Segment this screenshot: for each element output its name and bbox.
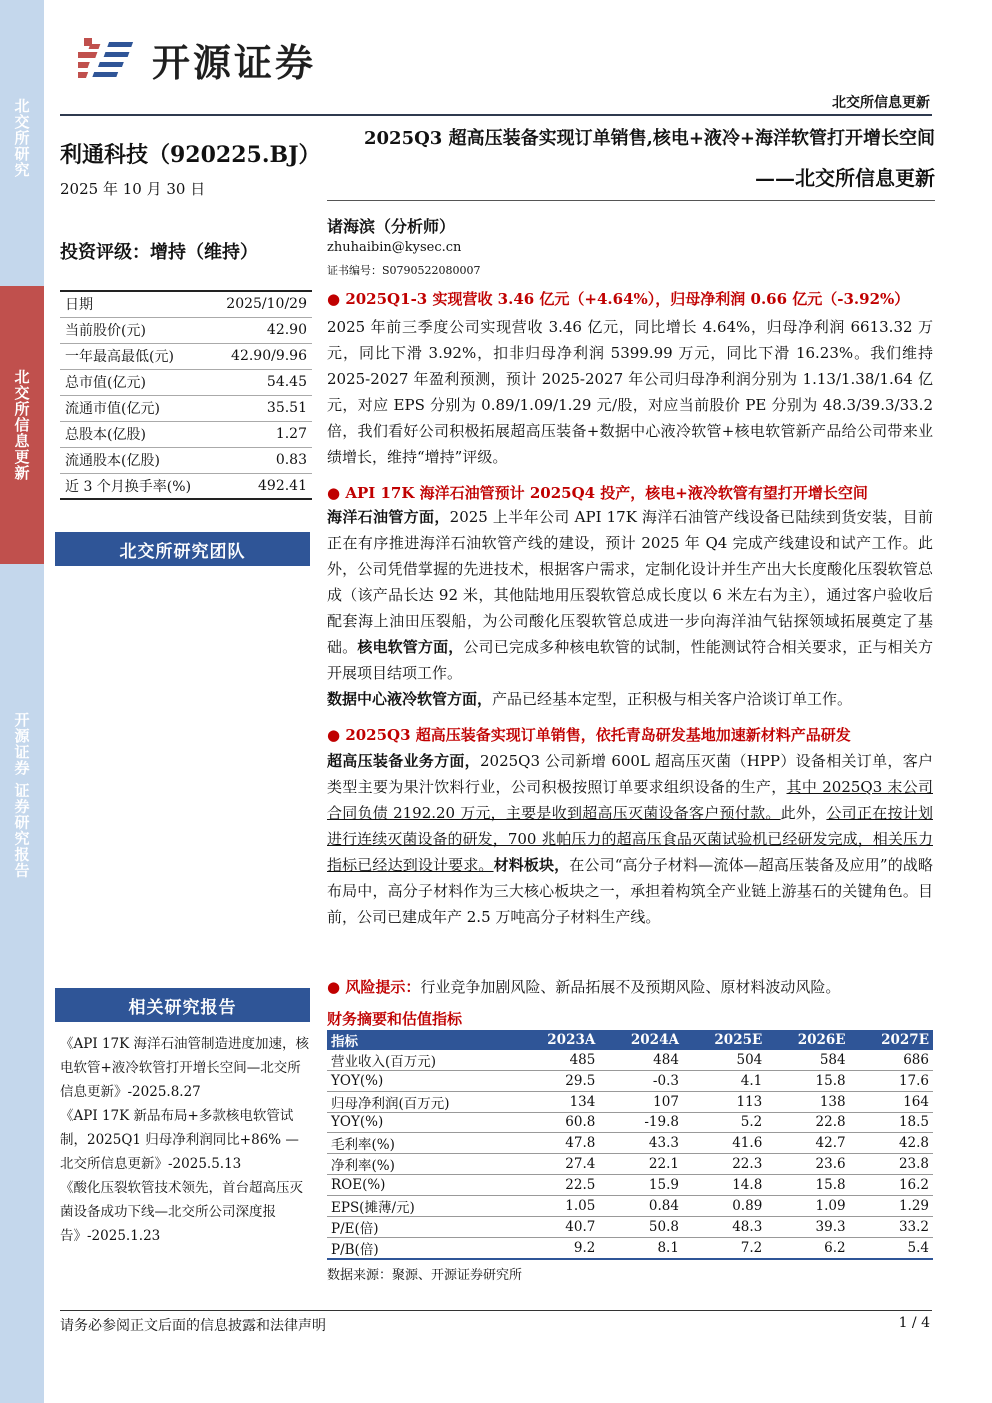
risk-label: ● 风险提示： — [327, 978, 421, 996]
table-row — [327, 1112, 933, 1133]
related-report-item[interactable]: 《酸化压裂软管技术领先，首台超高压灭菌设备成功下线—北交所公司深度报告》-2025.1.23 — [60, 1180, 303, 1244]
bullet-icon: ● — [327, 726, 346, 744]
brand-logo — [78, 34, 316, 84]
financial-header-cell: 2023A — [516, 1030, 600, 1050]
financial-cell: 23.8 — [850, 1154, 933, 1175]
stats-row — [60, 447, 312, 473]
financial-cell: 净利率(%) — [327, 1154, 516, 1175]
stats-row — [60, 317, 312, 343]
stats-label: 总市值(亿元) — [60, 369, 211, 395]
financial-cell: 归母净利润(百万元) — [327, 1091, 516, 1112]
logo-text: 开源证券 — [152, 40, 317, 85]
stats-value: 1.27 — [211, 421, 312, 447]
financial-cell: YOY(%) — [327, 1112, 516, 1133]
stats-label: 日期 — [60, 291, 211, 317]
financial-cell: 29.5 — [516, 1071, 600, 1092]
stats-label: 总股本(亿股) — [60, 421, 211, 447]
financial-cell: 22.1 — [599, 1154, 683, 1175]
financial-header-cell: 2025E — [683, 1030, 766, 1050]
financial-cell: 504 — [683, 1050, 766, 1071]
financial-cell: 4.1 — [683, 1071, 766, 1092]
report-title: 2025Q3 超高压装备实现订单销售,核电+液冷+海洋软管打开增长空间 — [364, 128, 935, 149]
stats-value: 54.45 — [211, 369, 312, 395]
stats-row — [60, 421, 312, 447]
related-reports-box: 相关研究报告 — [55, 988, 310, 1022]
financial-header-cell: 2027E — [850, 1030, 933, 1050]
financial-cell: 60.8 — [516, 1112, 600, 1133]
financial-cell: 18.5 — [850, 1112, 933, 1133]
stats-row — [60, 473, 312, 499]
section-heading-2: ● API 17K 海洋石油管预计 2025Q4 投产，核电+液冷软管有望打开增长空间 — [327, 484, 868, 502]
financial-cell: 15.9 — [599, 1175, 683, 1196]
logo-mark-icon — [78, 34, 142, 84]
financial-cell: 584 — [766, 1050, 849, 1071]
financial-cell: 47.8 — [516, 1133, 600, 1154]
table-row — [327, 1133, 933, 1154]
financial-table — [327, 1030, 933, 1260]
stats-label: 一年最高最低(元) — [60, 343, 211, 369]
financial-cell: YOY(%) — [327, 1071, 516, 1092]
table-row — [327, 1091, 933, 1112]
financial-cell: 6.2 — [766, 1237, 849, 1259]
financial-cell: 1.09 — [766, 1195, 849, 1216]
section-body-1: 2025 年前三季度公司实现营收 3.46 亿元，同比增长 4.64%，归母净利润 6613.32 万元，同比下滑 3.92%，扣非归母净利润 5399.99 万元，同比下滑 16.23%。我们维持 2025-2027 年盈利预测，预计 2025-2027 年公司归母净利润分别为 1.13/1.38/1.64 亿元，对应 EPS 分别为 0.89/1.09/1.29 元/股，对应当前股价 PE 分别为 48.3/39.3/33.2 倍，我们看好公司积极拓展超高压装备+数据中心液冷软管+核电软管新产品给公司带来业绩增长，维持“增持”评级。 — [327, 318, 933, 466]
section-body-3: 超高压装备业务方面，2025Q3 公司新增 600L 超高压灭菌（HPP）设备相关订单，客户类型主要为果汁饮料行业，公司积极按照订单要求组织设备的生产，其中 2025Q3 末公司合同负债 2192.20 万元，主要是收到超高压灭菌设备客户预付款。此外，公司正在按计划进行连续灭菌设备的研发，700 兆帕压力的超高压食品灭菌试验机已经研发完成，相关压力指标已经达到设计要求。材料板块，在公司“高分子材料—流体—超高压装备及应用”的战略布局中，高分子材料作为三大核心板块之一，承担着构筑全产业链上游基石的关键角色。目前，公司已建成年产 2.5 万吨高分子材料生产线。 — [327, 752, 933, 926]
financial-cell: 41.6 — [683, 1133, 766, 1154]
financial-cell: 33.2 — [850, 1216, 933, 1237]
side-band — [0, 0, 44, 1403]
financial-cell: 5.4 — [850, 1237, 933, 1259]
financial-cell: 40.7 — [516, 1216, 600, 1237]
related-report-item[interactable]: 《API 17K 海洋石油管制造进度加速，核电软管+液冷软管打开增长空间—北交所信息更新》-2025.8.27 — [60, 1036, 310, 1100]
financial-cell: 27.4 — [516, 1154, 600, 1175]
financial-cell: 22.5 — [516, 1175, 600, 1196]
financial-cell: 42.8 — [850, 1133, 933, 1154]
financial-cell: 48.3 — [683, 1216, 766, 1237]
section-heading-3: ● 2025Q3 超高压装备实现订单销售，依托青岛研发基地加速新材料产品研发 — [327, 726, 851, 744]
analyst-name: 诸海滨（分析师） — [327, 217, 456, 236]
header-divider — [60, 114, 932, 116]
financial-cell: -19.8 — [599, 1112, 683, 1133]
stats-label: 近 3 个月换手率(%) — [60, 473, 211, 499]
footer-disclaimer: 请务必参阅正文后面的信息披露和法律声明 — [60, 1318, 326, 1334]
financial-cell: 39.3 — [766, 1216, 849, 1237]
financial-cell: 7.2 — [683, 1237, 766, 1259]
report-subtitle: ——北交所信息更新 — [755, 166, 935, 190]
stock-stats-table — [60, 290, 312, 500]
page-number: 1 / 4 — [898, 1315, 930, 1331]
bullet-icon: ● — [327, 290, 346, 308]
stats-row — [60, 291, 312, 317]
financial-table-title: 财务摘要和估值指标 — [327, 1010, 463, 1028]
stats-label: 当前股价(元) — [60, 317, 211, 343]
data-source: 数据来源：聚源、开源证券研究所 — [327, 1268, 523, 1283]
financial-cell: P/E(倍) — [327, 1216, 516, 1237]
financial-header-cell: 2026E — [766, 1030, 849, 1050]
side-label-bottom: 开源证券 证券研究报告 — [12, 712, 31, 879]
team-box: 北交所研究团队 — [55, 532, 310, 566]
table-row — [327, 1050, 933, 1071]
financial-cell: 1.29 — [850, 1195, 933, 1216]
stats-value: 2025/10/29 — [211, 291, 312, 317]
financial-cell: 17.6 — [850, 1071, 933, 1092]
financial-cell: 16.2 — [850, 1175, 933, 1196]
financial-cell: 毛利率(%) — [327, 1133, 516, 1154]
financial-cell: 485 — [516, 1050, 600, 1071]
financial-cell: 43.3 — [599, 1133, 683, 1154]
financial-cell: 0.89 — [683, 1195, 766, 1216]
financial-cell: -0.3 — [599, 1071, 683, 1092]
financial-cell: 22.3 — [683, 1154, 766, 1175]
title-divider — [327, 200, 935, 201]
stats-label: 流通市值(亿元) — [60, 395, 211, 421]
stats-label: 流通股本(亿股) — [60, 447, 211, 473]
financial-cell: 15.8 — [766, 1175, 849, 1196]
financial-cell: 134 — [516, 1091, 600, 1112]
financial-cell: 113 — [683, 1091, 766, 1112]
financial-table-header — [327, 1030, 933, 1050]
financial-cell: 8.1 — [599, 1237, 683, 1259]
financial-cell: 23.6 — [766, 1154, 849, 1175]
financial-header-cell: 指标 — [327, 1030, 516, 1050]
report-date: 2025 年 10 月 30 日 — [60, 180, 206, 198]
related-reports-list — [60, 1032, 312, 1248]
stats-value: 35.51 — [211, 395, 312, 421]
stats-row — [60, 369, 312, 395]
risk-notice: ● 风险提示：行业竞争加剧风险、新品拓展不及预期风险、原材料波动风险。 — [327, 978, 841, 996]
stats-row — [60, 395, 312, 421]
header-tag: 北交所信息更新 — [832, 95, 930, 111]
section-body-2: 海洋石油管方面，2025 上半年公司 API 17K 海洋石油管产线设备已陆续到货安装，目前正在有序推进海洋石油软管产线的建设，预计 2025 年 Q4 完成产线建设和试产工作。此外，公司凭借掌握的先进技术，根据客户需求，定制化设计并生产出大长度酸化压裂软管总成（该产品长达 92 米，其他陆地用压裂软管总成长度以 6 米左右为主），通过客户验收后配套海上油田压裂船，为公司酸化压裂软管总成进一步向海洋油气钻探领域拓展奠定了基础。核电软管方面，公司已完成多种核电软管的试制，性能测试符合相关要求，正与相关方开展项目结项工作。 数据中心液冷软管方面，产品已经基本定型，正积极与相关客户洽谈订单工作。 — [327, 508, 933, 708]
financial-cell: 164 — [850, 1091, 933, 1112]
financial-cell: 15.8 — [766, 1071, 849, 1092]
table-row — [327, 1154, 933, 1175]
financial-cell: P/B(倍) — [327, 1237, 516, 1259]
financial-cell: 5.2 — [683, 1112, 766, 1133]
table-row — [327, 1216, 933, 1237]
related-report-item[interactable]: 《API 17K 新品布局+多款核电软管试制，2025Q1 归母净利润同比+86% —北交所信息更新》-2025.5.13 — [60, 1108, 299, 1172]
stats-value: 42.90/9.96 — [211, 343, 312, 369]
stats-value: 42.90 — [211, 317, 312, 343]
side-label-middle: 北交所信息更新 — [0, 286, 44, 564]
financial-cell: 138 — [766, 1091, 849, 1112]
company-name: 利通科技（920225.BJ） — [60, 142, 321, 168]
stats-value: 0.83 — [211, 447, 312, 473]
table-row — [327, 1071, 933, 1092]
table-row — [327, 1195, 933, 1216]
financial-cell: 22.8 — [766, 1112, 849, 1133]
financial-cell: 0.84 — [599, 1195, 683, 1216]
financial-cell: 50.8 — [599, 1216, 683, 1237]
financial-cell: 营业收入(百万元) — [327, 1050, 516, 1071]
analyst-cert: 证书编号：S0790522080007 — [327, 264, 481, 277]
financial-cell: ROE(%) — [327, 1175, 516, 1196]
financial-cell: 107 — [599, 1091, 683, 1112]
financial-cell: 42.7 — [766, 1133, 849, 1154]
financial-cell: 484 — [599, 1050, 683, 1071]
footer-divider — [60, 1310, 932, 1311]
financial-cell: 1.05 — [516, 1195, 600, 1216]
financial-cell: 9.2 — [516, 1237, 600, 1259]
financial-cell: EPS(摊薄/元) — [327, 1195, 516, 1216]
bullet-icon: ● — [327, 484, 346, 502]
side-label-top: 北交所研究 — [12, 98, 31, 178]
financial-cell: 14.8 — [683, 1175, 766, 1196]
section-heading-1: ● 2025Q1-3 实现营收 3.46 亿元（+4.64%），归母净利润 0.66 亿元（-3.92%） — [327, 290, 910, 308]
stats-value: 492.41 — [211, 473, 312, 499]
financial-header-cell: 2024A — [599, 1030, 683, 1050]
financial-cell: 686 — [850, 1050, 933, 1071]
analyst-email[interactable]: zhuhaibin@kysec.cn — [327, 240, 462, 255]
table-row — [327, 1175, 933, 1196]
stats-row — [60, 343, 312, 369]
table-row — [327, 1237, 933, 1259]
investment-rating: 投资评级：增持（维持） — [60, 242, 258, 263]
